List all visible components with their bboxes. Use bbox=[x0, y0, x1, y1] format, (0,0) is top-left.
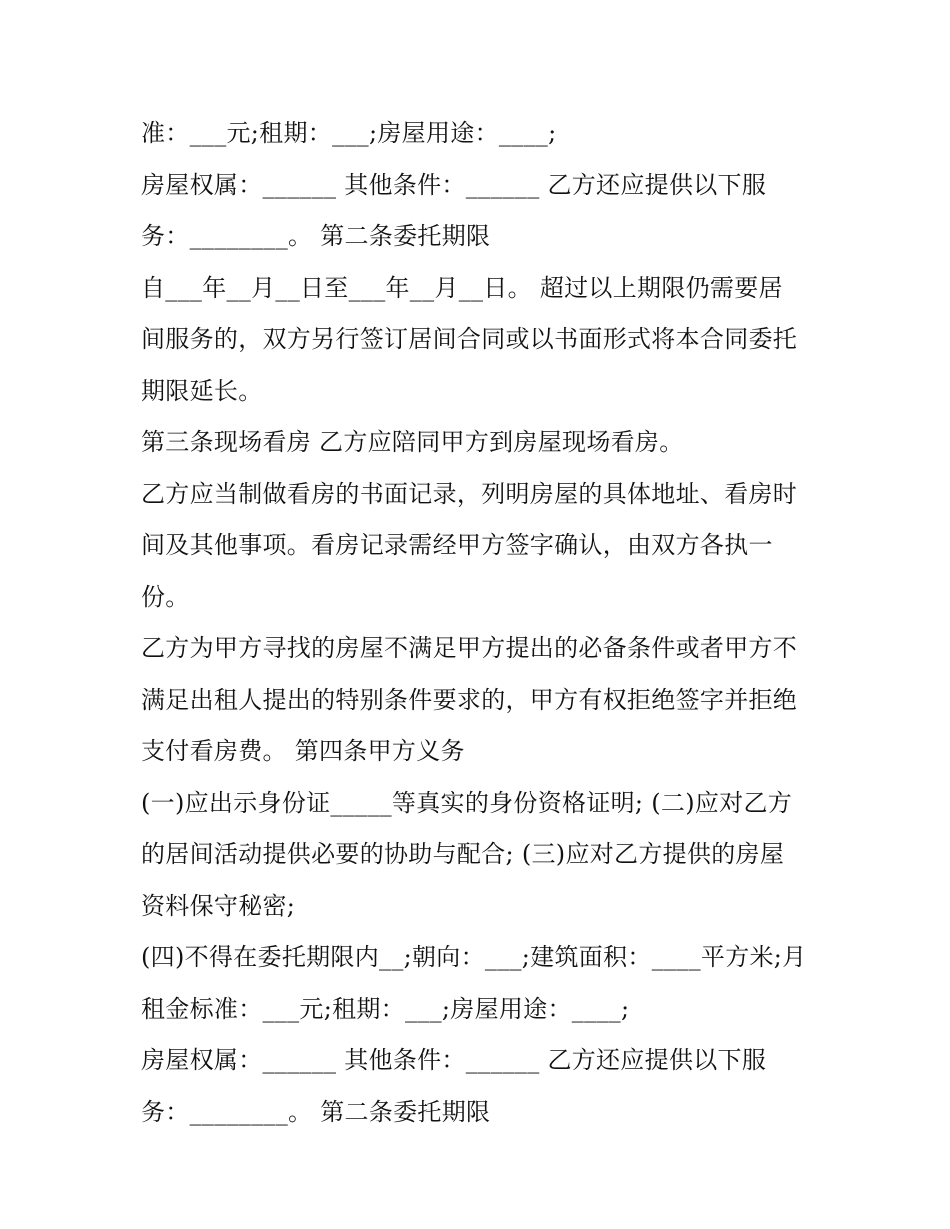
text-line: (四)不得在委托期限内__;朝向：___;建筑面积：____平方米;月 bbox=[141, 943, 807, 971]
text-line: 满足出租人提出的特别条件要求的，甲方有权拒绝签字并拒绝 bbox=[141, 685, 798, 714]
text-line: 支付看房费。 第四条甲方义务 bbox=[141, 737, 465, 765]
text-line: 的居间活动提供必要的协助与配合; (三)应对乙方提供的房屋 bbox=[141, 840, 785, 868]
text-line: 租金标准：___元;租期：___;房屋用途：____; bbox=[141, 994, 630, 1023]
text-line: 务：________。 第二条委托期限 bbox=[141, 222, 491, 250]
text-line: 乙方为甲方寻找的房屋不满足甲方提出的必备条件或者甲方不 bbox=[141, 634, 798, 662]
text-line: 第三条现场看房 乙方应陪同甲方到房屋现场看房。 bbox=[141, 428, 684, 456]
text-line: 房屋权属：______ 其他条件：______ 乙方还应提供以下服 bbox=[141, 170, 767, 199]
text-line: 乙方应当制做看房的书面记录，列明房屋的具体地址、看房时 bbox=[141, 479, 798, 508]
text-line: 资料保守秘密; bbox=[141, 891, 296, 920]
text-line: 自___年__月__日至___年__月__日。 超过以上期限仍需要居 bbox=[141, 273, 783, 302]
text-line: 期限延长。 bbox=[141, 376, 263, 405]
text-line: 务：________。 第二条委托期限 bbox=[141, 1097, 491, 1126]
text-line: (一)应出示身份证_____等真实的身份资格证明; (二)应对乙方 bbox=[141, 788, 793, 817]
text-line: 房屋权属：______ 其他条件：______ 乙方还应提供以下服 bbox=[141, 1046, 767, 1074]
text-line: 间服务的，双方另行签订居间合同或以书面形式将本合同委托 bbox=[141, 325, 798, 353]
text-line: 间及其他事项。看房记录需经甲方签字确认，由双方各执一 bbox=[141, 531, 773, 559]
text-line: 份。 bbox=[141, 582, 190, 611]
document-body bbox=[141, 108, 821, 1138]
text-line: 准：___元;租期：___;房屋用途：____; bbox=[141, 119, 557, 147]
